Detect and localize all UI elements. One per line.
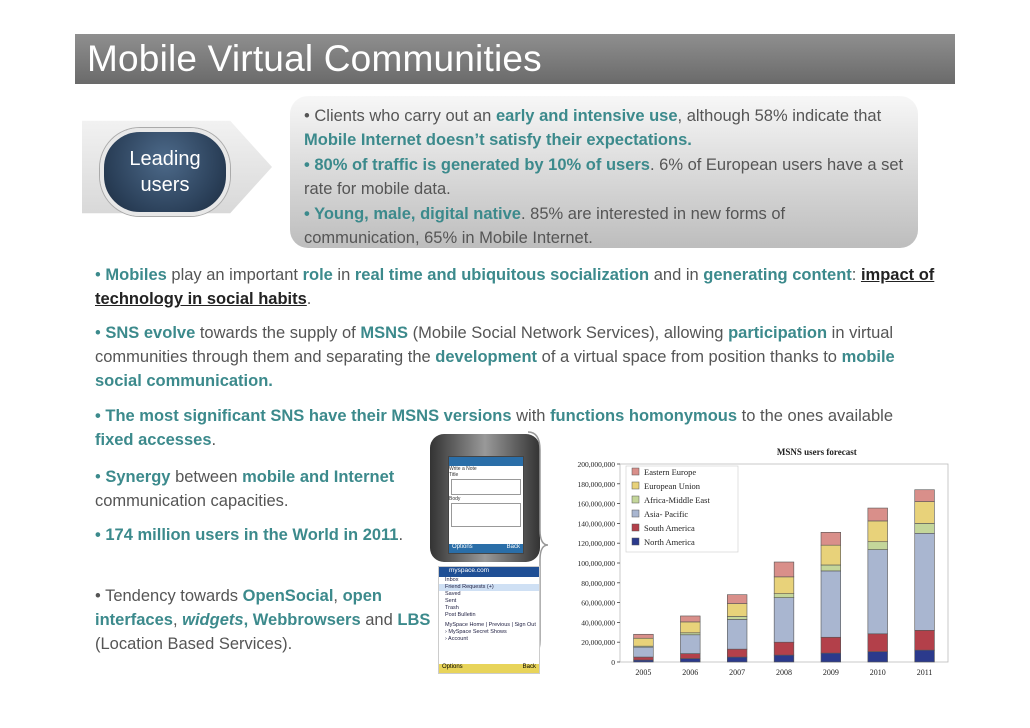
- bar-segment: [821, 637, 841, 653]
- text: .: [398, 526, 404, 544]
- bar-segment: [680, 622, 700, 633]
- underlined-impact: impact of technology in social habits: [95, 266, 935, 308]
- text: communication capacities.: [95, 492, 289, 510]
- bar-segment: [634, 647, 654, 657]
- bar-segment: [868, 634, 888, 652]
- bullet-mobiles: [95, 263, 935, 311]
- hl-mobile-social: mobile social communication.: [95, 348, 895, 390]
- hl-significant: • The most significant SNS have their MSNS versions: [95, 407, 512, 425]
- y-tick-label: 40,000,000: [581, 618, 615, 628]
- bar-segment: [915, 523, 935, 533]
- callout-text-1: • Clients who carry out an: [304, 107, 496, 125]
- y-tick-label: 100,000,000: [577, 559, 615, 568]
- bar-segment: [634, 657, 654, 660]
- myspace-item: Inbox: [445, 577, 459, 583]
- bar-segment: [727, 604, 747, 617]
- myspace-item: Saved: [445, 591, 461, 597]
- callout-hl-4: • Young, male, digital native: [304, 204, 521, 223]
- bar-segment: [821, 545, 841, 565]
- hl-generating: generating content: [703, 266, 852, 284]
- bar-segment: [680, 635, 700, 654]
- text: ,: [333, 587, 343, 605]
- phone-line: Title: [449, 472, 459, 478]
- leading-users-badge: [82, 112, 272, 222]
- chart-title: MSNS users forecast: [776, 447, 857, 457]
- bar-segment: [634, 638, 654, 646]
- bar-segment: [868, 542, 888, 550]
- hl-open-interfaces: open interfaces: [95, 587, 383, 629]
- phone-line: Write a Note: [449, 466, 477, 472]
- bar-segment: [915, 650, 935, 662]
- text: in virtual communities through them and separating the: [95, 324, 894, 366]
- bullet-sns-evolve: [95, 321, 935, 393]
- text: with: [511, 407, 551, 425]
- legend-label: Africa-Middle East: [644, 495, 710, 505]
- x-tick-label: 2011: [916, 668, 933, 677]
- bar-segment: [774, 577, 794, 594]
- legend-swatch: [632, 482, 639, 489]
- x-tick-label: 2010: [869, 668, 886, 677]
- legend-label: Eastern Europe: [644, 467, 697, 477]
- bar-segment: [680, 659, 700, 662]
- text: to the ones available: [737, 407, 894, 425]
- legend-swatch: [632, 468, 639, 475]
- text: and: [360, 611, 398, 629]
- text: • Tendency towards: [95, 587, 243, 605]
- x-tick-label: 2007: [729, 668, 746, 677]
- callout-text-2: , although 58% indicate that: [677, 107, 882, 125]
- hl-mobiles: Mobiles: [105, 266, 167, 284]
- bullet-tendency: [95, 584, 440, 656]
- y-tick-label: 0: [611, 658, 615, 667]
- chart-svg: [552, 444, 960, 684]
- text: ,: [172, 611, 183, 629]
- phone-body-field: [451, 503, 521, 527]
- text: .: [306, 290, 312, 308]
- phone-image: [430, 434, 540, 562]
- bullet-174-million: [95, 523, 425, 547]
- text: play an important: [166, 266, 303, 284]
- bar-segment: [727, 619, 747, 649]
- phone-status-bar: [449, 457, 523, 466]
- bar-segment: [821, 565, 841, 571]
- bar-segment: [727, 616, 747, 619]
- x-tick-label: 2005: [635, 668, 652, 677]
- callout-text-3: . 6% of European users have a set rate for mobile data.: [304, 155, 904, 199]
- legend-swatch: [632, 496, 639, 503]
- bar-segment: [680, 616, 700, 622]
- bar-segment: [727, 595, 747, 604]
- legend-label: European Union: [644, 481, 700, 491]
- bar-segment: [727, 657, 747, 662]
- y-tick-label: 200,000,000: [577, 460, 615, 469]
- legend-swatch: [632, 524, 639, 531]
- bar-segment: [821, 653, 841, 662]
- hl-development: development: [435, 348, 538, 366]
- phone-options: Options: [452, 544, 473, 550]
- y-tick-label: 80,000,000: [581, 578, 615, 588]
- y-tick-label: 140,000,000: [577, 519, 615, 529]
- hl-msns: MSNS: [360, 324, 409, 342]
- text: .: [211, 431, 217, 449]
- legend-swatch: [632, 510, 639, 517]
- hl-realtime: real time and ubiquitous socialization: [354, 266, 650, 284]
- bar-segment: [868, 550, 888, 634]
- legend-label: Asia- Pacific: [644, 509, 689, 519]
- hl-participation: participation: [728, 324, 828, 342]
- hl-lbs: LBS: [397, 611, 431, 629]
- myspace-item: Sent: [445, 598, 457, 604]
- phone-line: Body: [449, 496, 461, 502]
- bar-segment: [727, 649, 747, 657]
- text: between: [170, 468, 243, 486]
- y-tick-label: 60,000,000: [581, 598, 615, 608]
- myspace-options: Options: [442, 664, 463, 670]
- myspace-link: › Account: [445, 636, 468, 642]
- myspace-item: Trash: [445, 605, 459, 611]
- text: towards the supply of: [195, 324, 361, 342]
- hl-role: role: [302, 266, 333, 284]
- myspace-link: MySpace Home | Previous | Sign Out: [445, 622, 536, 628]
- hl-mobile-internet: mobile and Internet: [242, 468, 395, 486]
- bar-segment: [680, 654, 700, 659]
- bullet-mark: •: [95, 324, 106, 342]
- myspace-screen: [438, 566, 540, 674]
- bar-segment: [868, 652, 888, 662]
- phone-back: Back: [506, 544, 520, 550]
- badge-oval: [100, 128, 230, 216]
- msns-forecast-chart: [552, 444, 960, 684]
- bar-segment: [774, 642, 794, 655]
- legend-label: South America: [644, 523, 695, 533]
- y-tick-label: 180,000,000: [577, 479, 615, 489]
- callout-text: [304, 104, 904, 250]
- bullet-mark: •: [95, 266, 106, 284]
- text: and in: [649, 266, 704, 284]
- slide-title: Mobile Virtual Communities: [87, 38, 542, 79]
- bar-segment: [821, 532, 841, 545]
- x-tick-label: 2006: [682, 668, 699, 677]
- bar-segment: [774, 655, 794, 662]
- bar-segment: [868, 521, 888, 542]
- legend-label: North America: [644, 537, 695, 547]
- legend-swatch: [632, 538, 639, 545]
- hl-widgets: widgets: [182, 611, 244, 629]
- bar-segment: [915, 533, 935, 630]
- myspace-back: Back: [522, 664, 536, 670]
- x-tick-label: 2009: [822, 668, 839, 677]
- text: :: [851, 266, 861, 284]
- text: of a virtual space from position thanks to: [537, 348, 842, 366]
- bar-segment: [915, 502, 935, 524]
- phone-screen: [448, 456, 524, 554]
- bar-segment: [915, 630, 935, 650]
- text: (Mobile Social Network Services), allowing: [408, 324, 729, 342]
- bar-segment: [634, 634, 654, 638]
- hl-synergy: Synergy: [105, 468, 171, 486]
- myspace-item: Post Bulletin: [445, 612, 476, 618]
- hl-174: • 174 million users in the World in 2011: [95, 526, 399, 544]
- badge-label: Leading users: [129, 148, 201, 196]
- bar-segment: [915, 490, 935, 502]
- hl-sns-evolve: SNS evolve: [105, 324, 196, 342]
- bar-segment: [774, 598, 794, 643]
- bar-segment: [774, 594, 794, 598]
- hl-opensocial: OpenSocial: [242, 587, 334, 605]
- title-bar: [75, 34, 955, 84]
- x-tick-label: 2008: [776, 668, 792, 677]
- bar-segment: [821, 571, 841, 637]
- y-tick-label: 20,000,000: [581, 638, 615, 648]
- callout-hl-1: early and intensive use: [495, 107, 678, 125]
- phone-title-field: [451, 479, 521, 495]
- myspace-item: Friend Requests (+): [439, 584, 539, 591]
- hl-functions: functions homonymous: [550, 407, 738, 425]
- bar-segment: [868, 508, 888, 521]
- callout-hl-3: • 80% of traffic is generated by 10% of users: [304, 155, 650, 174]
- y-tick-label: 120,000,000: [577, 539, 615, 549]
- bullet-mark: •: [95, 468, 106, 486]
- myspace-link: › MySpace Secret Shows: [445, 629, 507, 635]
- y-tick-label: 160,000,000: [577, 499, 615, 509]
- text: (Location Based Services).: [95, 635, 293, 653]
- hl-webbrowsers: , Webbrowsers: [243, 611, 361, 629]
- callout-hl-2: Mobile Internet doesn’t satisfy their expectations.: [304, 131, 692, 150]
- myspace-header: myspace.com: [439, 567, 539, 577]
- callout-text-4: . 85% are interested in new forms of communication, 65% in Mobile Internet.: [304, 204, 786, 248]
- hl-fixed: fixed accesses: [95, 431, 212, 449]
- myspace-footer: [439, 664, 539, 673]
- bullet-synergy: [95, 465, 405, 513]
- bar-segment: [774, 562, 794, 577]
- phone-softkeys: [449, 544, 523, 553]
- text: in: [332, 266, 355, 284]
